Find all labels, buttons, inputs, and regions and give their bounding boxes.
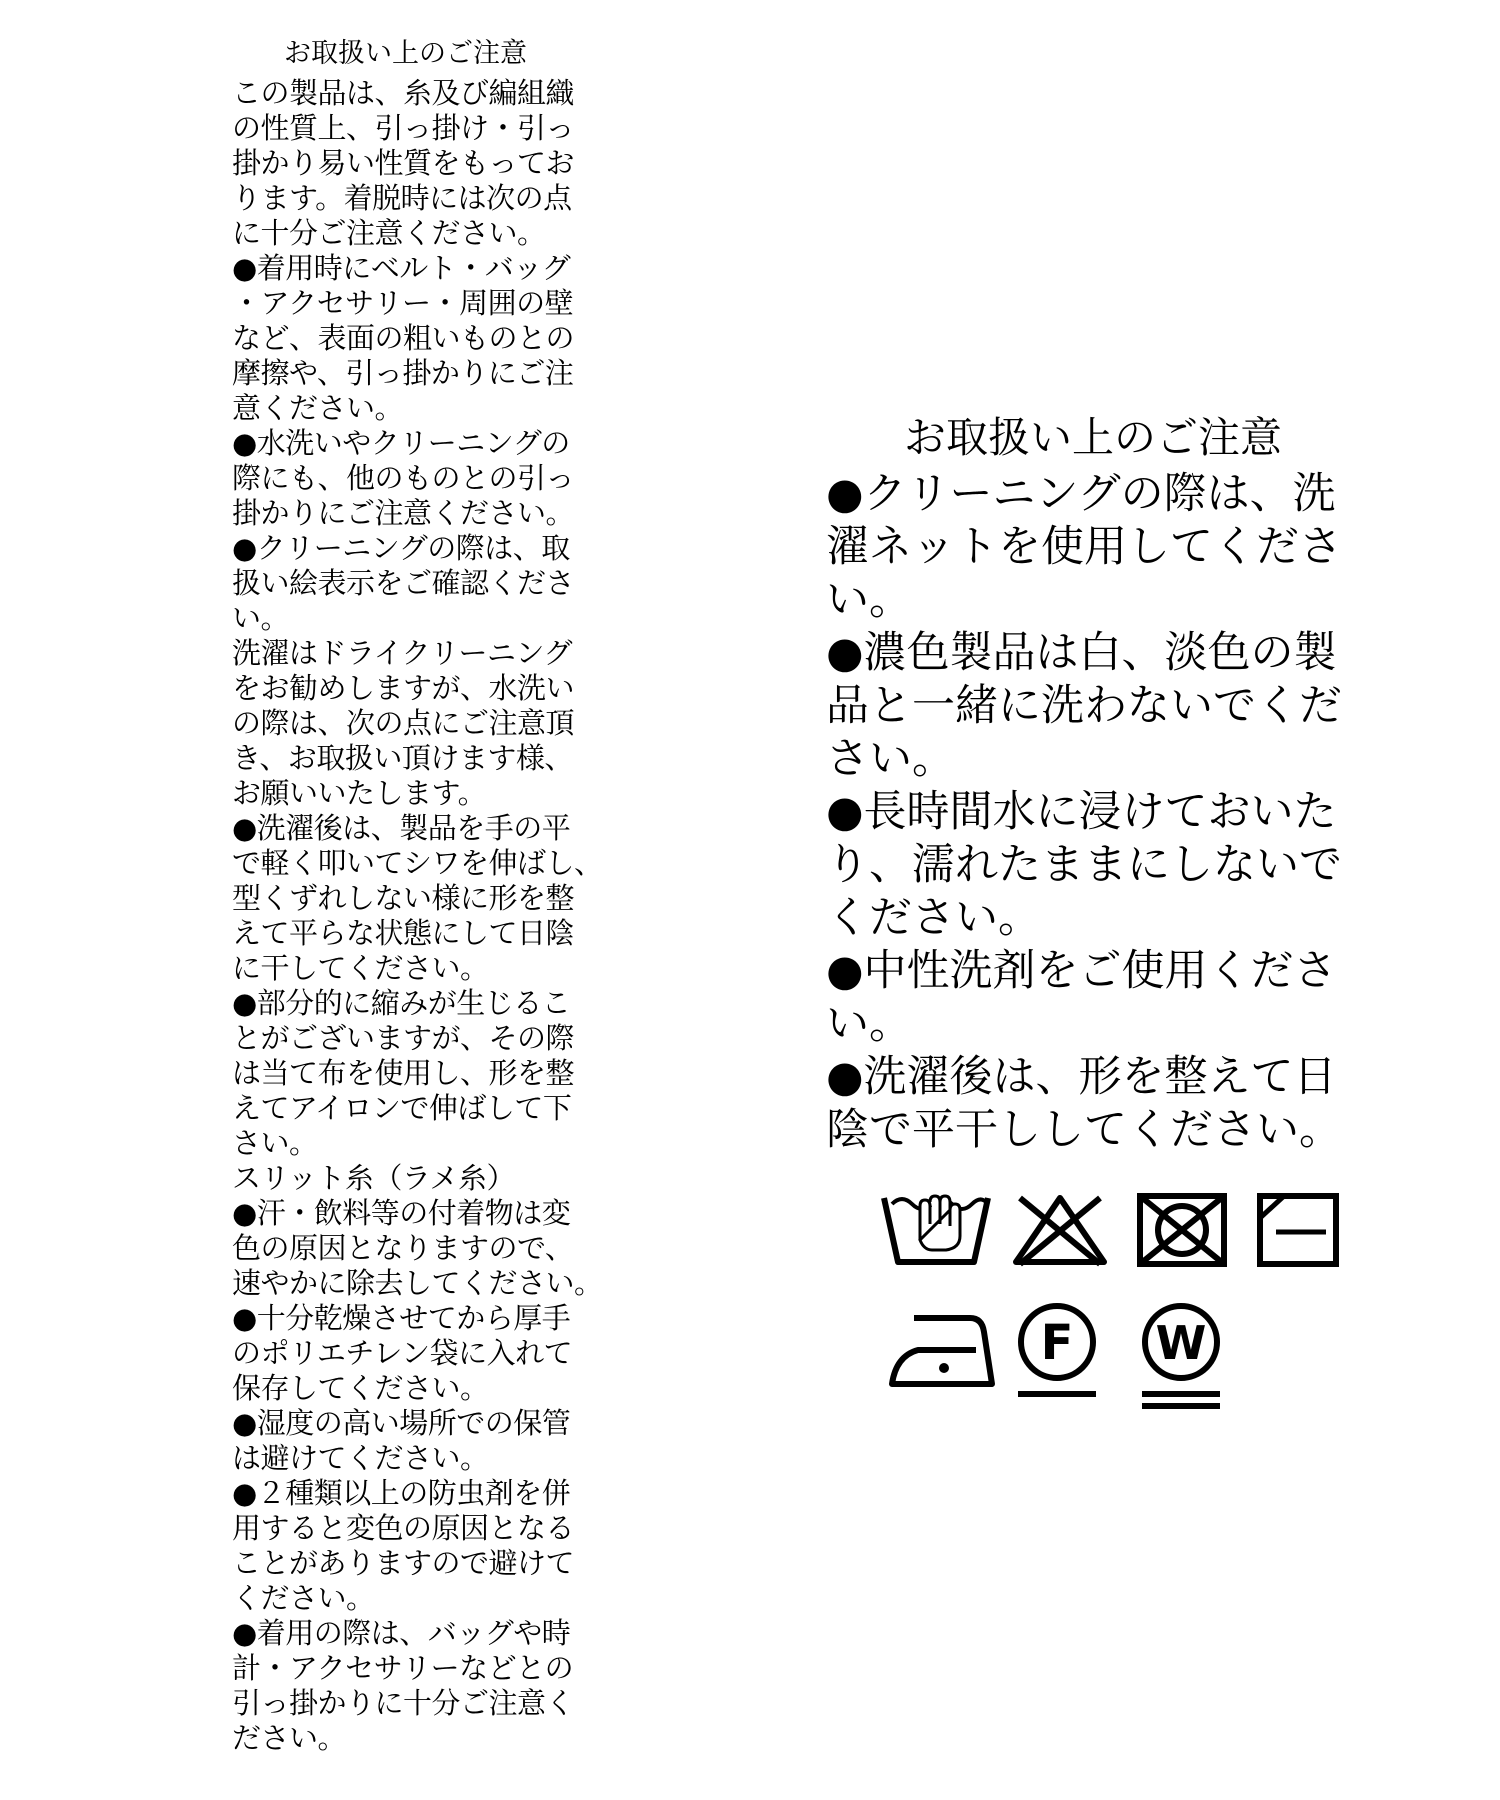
text-line: 際にも、他のものとの引っ bbox=[232, 461, 575, 495]
text-line: き、お取扱い頂けます様、 bbox=[232, 741, 573, 775]
text-line: の性質上、引っ掛け・引っ bbox=[232, 111, 575, 145]
dry-clean-f-icon bbox=[1012, 1300, 1102, 1400]
text-line: ●２種類以上の防虫剤を併 bbox=[232, 1476, 571, 1510]
text-line: ください。 bbox=[826, 893, 1041, 943]
no-bleach-icon bbox=[1010, 1192, 1110, 1268]
no-tumble-dry-icon bbox=[1132, 1190, 1232, 1270]
text-line: ●長時間水に浸けておいた bbox=[826, 787, 1337, 837]
text-line: ●洗濯後は、形を整えて日 bbox=[826, 1052, 1337, 1102]
text-line: 品と一緒に洗わないでくだ bbox=[826, 681, 1342, 731]
text-line: ●十分乾燥させてから厚手 bbox=[232, 1301, 571, 1335]
text-line: スリット糸（ラメ糸） bbox=[232, 1161, 515, 1195]
text-line: ●水洗いやクリーニングの bbox=[232, 426, 570, 460]
text-line: さい。 bbox=[232, 1126, 318, 1160]
text-line: ります。着脱時には次の点 bbox=[232, 181, 572, 215]
text-line: ●湿度の高い場所での保管 bbox=[232, 1406, 571, 1440]
text-line: ・アクセサリー・周囲の壁 bbox=[232, 286, 574, 320]
text-line: 掛かり易い性質をもってお bbox=[232, 146, 575, 180]
text-line: のポリエチレン袋に入れて bbox=[232, 1336, 573, 1370]
text-line: ●部分的に縮みが生じるこ bbox=[232, 986, 571, 1020]
text-line: 陰で平干ししてください。 bbox=[826, 1105, 1342, 1155]
text-line: り、濡れたままにしないで bbox=[826, 840, 1342, 890]
right-care-label bbox=[826, 410, 1426, 1157]
text-line: お願いいたします。 bbox=[232, 776, 487, 810]
text-line: 引っ掛かりに十分ご注意く bbox=[232, 1686, 575, 1720]
text-line: い。 bbox=[826, 575, 912, 625]
text-line: 掛かりにご注意ください。 bbox=[232, 496, 575, 530]
text-line: さい。 bbox=[826, 734, 955, 784]
text-line: など、表面の粗いものとの bbox=[232, 321, 575, 355]
text-line: ●濃色製品は白、淡色の製 bbox=[826, 628, 1337, 678]
text-line: ださい。 bbox=[232, 1721, 347, 1755]
svg-text:F: F bbox=[1040, 1315, 1074, 1371]
text-line: は当て布を使用し、形を整 bbox=[232, 1056, 575, 1090]
text-line: に十分ご注意ください。 bbox=[232, 216, 546, 250]
text-line: この製品は、糸及び編組織 bbox=[232, 76, 575, 110]
text-line: をお勧めしますが、水洗い bbox=[232, 671, 575, 705]
text-line: ●洗濯後は、製品を手の平 bbox=[232, 811, 571, 845]
text-line: ●着用の際は、バッグや時 bbox=[232, 1616, 571, 1650]
text-line: 保存してください。 bbox=[232, 1371, 489, 1405]
text-line: で軽く叩いてシワを伸ばし、 bbox=[232, 846, 603, 880]
text-line: 扱い絵表示をご確認くださ bbox=[232, 566, 575, 600]
dry-flat-shade-icon bbox=[1254, 1190, 1344, 1270]
text-line: 計・アクセサリーなどとの bbox=[232, 1651, 574, 1685]
text-line: ●クリーニングの際は、取 bbox=[232, 531, 570, 565]
text-line: ください。 bbox=[232, 1581, 375, 1615]
text-line: ことがありますので避けて bbox=[232, 1546, 575, 1580]
text-line: の際は、次の点にご注意頂 bbox=[232, 706, 575, 740]
text-line: 色の原因となりますので、 bbox=[232, 1231, 574, 1265]
right-care-title: お取扱い上のご注意 bbox=[904, 413, 1283, 462]
text-line: ●汗・飲料等の付着物は変 bbox=[232, 1196, 571, 1230]
wet-clean-w-icon bbox=[1136, 1300, 1226, 1412]
svg-text:W: W bbox=[1155, 1316, 1207, 1370]
text-line: ●中性洗剤をご使用くださ bbox=[826, 946, 1337, 996]
text-line: い。 bbox=[232, 601, 290, 635]
left-care-label bbox=[232, 36, 624, 1756]
text-line: 意ください。 bbox=[232, 391, 404, 425]
text-line: とがございますが、その際 bbox=[232, 1021, 575, 1055]
text-line: 洗濯はドライクリーニング bbox=[232, 636, 572, 670]
text-line: えて平らな状態にして日陰 bbox=[232, 916, 575, 950]
text-line: は避けてください。 bbox=[232, 1441, 489, 1475]
text-line: 速やかに除去してください。 bbox=[232, 1266, 603, 1300]
text-line: に干してください。 bbox=[232, 951, 489, 985]
left-care-text bbox=[232, 76, 624, 1756]
iron-low-icon bbox=[886, 1310, 998, 1390]
text-line: 濯ネットを使用してくださ bbox=[826, 522, 1342, 572]
care-symbols bbox=[880, 1184, 1360, 1434]
right-care-text bbox=[826, 468, 1426, 1157]
text-line: 摩擦や、引っ掛かりにご注 bbox=[232, 356, 574, 390]
hand-wash-icon bbox=[880, 1184, 992, 1268]
text-line: 型くずれしない様に形を整 bbox=[232, 881, 575, 915]
text-line: 用すると変色の原因となる bbox=[232, 1511, 575, 1545]
text-line: い。 bbox=[826, 999, 912, 1049]
text-line: ●着用時にベルト・バッグ bbox=[232, 251, 571, 285]
left-care-title: お取扱い上のご注意 bbox=[284, 38, 527, 69]
text-line: えてアイロンで伸ばして下 bbox=[232, 1091, 572, 1125]
text-line: ●クリーニングの際は、洗 bbox=[826, 469, 1336, 519]
